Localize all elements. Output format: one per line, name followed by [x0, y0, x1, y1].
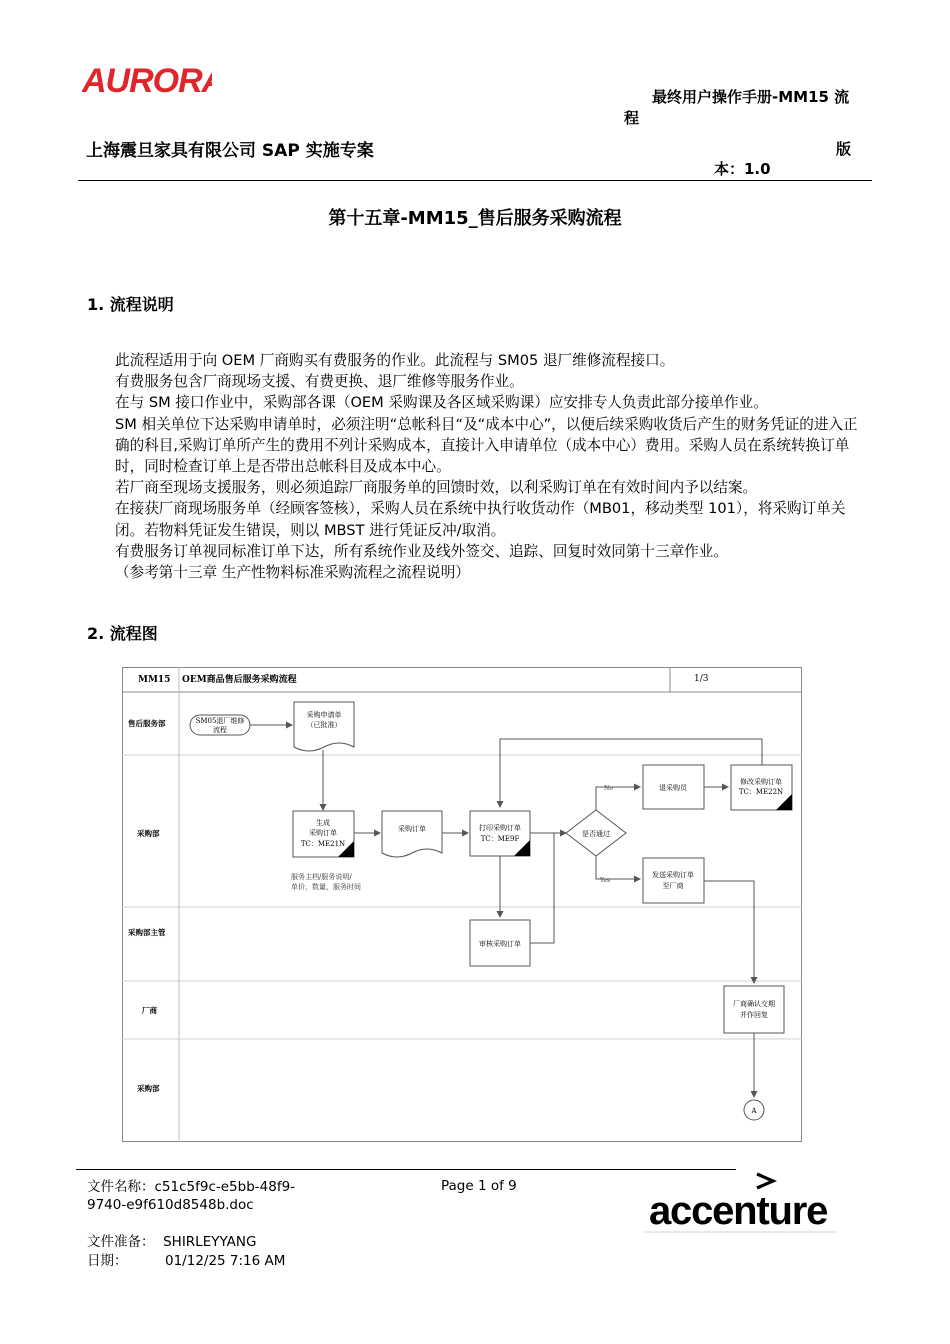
node-text: 是否通过 [582, 830, 610, 838]
node-text: 采购订单 [398, 825, 426, 833]
node-text: TC：ME21N [300, 840, 346, 848]
accenture-logo-text: accenture [649, 1189, 828, 1233]
paragraph: 在与 SM 接口作业中，采购部各课（OEM 采购课及各区域采购课）应安排专人负责此部分接单作业。 [115, 394, 768, 412]
flow-note: 单价，数量，服务时间 [291, 883, 361, 891]
node-text: A [751, 1107, 757, 1115]
version-label-line2: 本：1.0 [714, 160, 771, 178]
node-text: 采购订单 [309, 829, 337, 837]
lane-label: 售后服务部 [128, 719, 166, 728]
node-send-po [643, 858, 704, 903]
footer-file-name [87, 1178, 295, 1214]
flow-note: 服务主档/服务说明/ [291, 873, 352, 881]
version-label-line1: 版 [836, 140, 852, 158]
footer-prepared [87, 1233, 256, 1251]
node-vendor-confirm [724, 986, 784, 1033]
node-po-document [382, 811, 442, 857]
accenture-chevron-icon [757, 1174, 773, 1188]
manual-title-line2: 程 [624, 109, 640, 127]
flowchart-code: MM15 [138, 675, 171, 685]
file-name-label: 文件名称： [87, 1179, 155, 1195]
manual-title-line1: 最终用户操作手册-MM15 流 [652, 88, 850, 106]
chapter-title: 第十五章-MM15_售后服务采购流程 [328, 208, 622, 229]
section1-heading: 1. 流程说明 [87, 295, 174, 314]
node-text: 修改采购订单 [740, 778, 782, 786]
node-text: TC：ME22N [738, 788, 784, 796]
paragraph: 若厂商至现场支援服务，则必须追踪厂商服务单的回馈时效，以利采购订单在有效时间内予以结案。 [115, 479, 758, 497]
paragraph: （参考第十三章 生产性物料标准采购流程之流程说明） [115, 564, 470, 582]
page-number: Page 1 of 9 [441, 1178, 517, 1194]
paragraph: 在接获厂商现场服务单（经顾客签核），采购人员在系统中执行收货动作（MB01，移动类型 101），将采购订单关闭。若物料凭证发生错误，则以 MBST 进行凭证反冲/取消。 [115, 500, 846, 539]
header-divider [78, 180, 872, 181]
aurora-logo [82, 62, 212, 102]
paragraph: 有费服务订单视同标准订单下达，所有系统作业及线外签交、追踪、回复时效同第十三章作业。 [115, 542, 728, 560]
accenture-logo [645, 1170, 840, 1238]
branch-label-yes: Yes [600, 877, 611, 884]
paragraph: 有费服务包含厂商现场支援、有费更换、退厂维修等服务作业。 [115, 373, 524, 391]
company-name: 上海震旦家具有限公司 SAP 实施专案 [86, 141, 374, 161]
node-text: 流程 [213, 726, 227, 734]
lane-label: 厂商 [142, 1006, 157, 1015]
node-text: TC：ME9F [480, 835, 520, 843]
footer-divider [76, 1169, 736, 1170]
lane-label: 采购部主管 [128, 928, 166, 937]
file-name-value: c51c5f9c-e5bb-48f9- [154, 1179, 296, 1195]
prepared-label: 文件准备： [87, 1234, 155, 1250]
node-text: 退采购员 [659, 784, 687, 792]
node-text: 打印采购订单 [479, 824, 521, 832]
date-value: 01/12/25 7:16 AM [165, 1253, 286, 1269]
node-text: 至厂商 [662, 882, 684, 890]
footer-date [87, 1252, 128, 1270]
node-text: 审核采购订单 [479, 940, 521, 948]
node-text: 厂商确认交期 [733, 1000, 775, 1008]
branch-label-no: No [604, 785, 613, 792]
section2-heading: 2. 流程图 [87, 624, 158, 643]
process-description [115, 350, 870, 583]
flowchart-title: OEM商品售后服务采购流程 [182, 675, 297, 685]
file-name-value-cont: 9740-e9f610d8548b.doc [87, 1197, 254, 1213]
node-text: 并作回复 [740, 1011, 768, 1019]
lane-label: 采购部 [137, 1084, 160, 1093]
lane-label: 采购部 [137, 829, 160, 838]
prepared-by: SHIRLEYYANG [163, 1234, 257, 1250]
node-text: SM05退厂维修 [195, 717, 245, 725]
node-text: 生成 [316, 819, 330, 827]
date-label: 日期： [87, 1253, 128, 1269]
aurora-logo-text: AURORA [82, 62, 212, 98]
paragraph: 此流程适用于向 OEM 厂商购买有费服务的作业。此流程与 SM05 退厂维修流程接口。 [115, 352, 675, 369]
node-text: 采购申请单 [306, 711, 342, 719]
node-text: 发送采购订单 [652, 871, 694, 879]
paragraph: SM 相关单位下达采购申请单时，必须注明“总帐科目“及“成本中心”，以便后续采购收货后产生的财务凭证的进入正确的科目,采购订单所产生的费用不列计采购成本，直接计入申请单位（成本中心）费用。采购人员在系统转换订单时，同时检查订单上是否带出总帐科目及成本中心。 [115, 415, 858, 476]
flowchart [122, 667, 802, 1142]
node-text: （已批准） [306, 721, 342, 729]
flowchart-page: 1/3 [694, 674, 709, 684]
